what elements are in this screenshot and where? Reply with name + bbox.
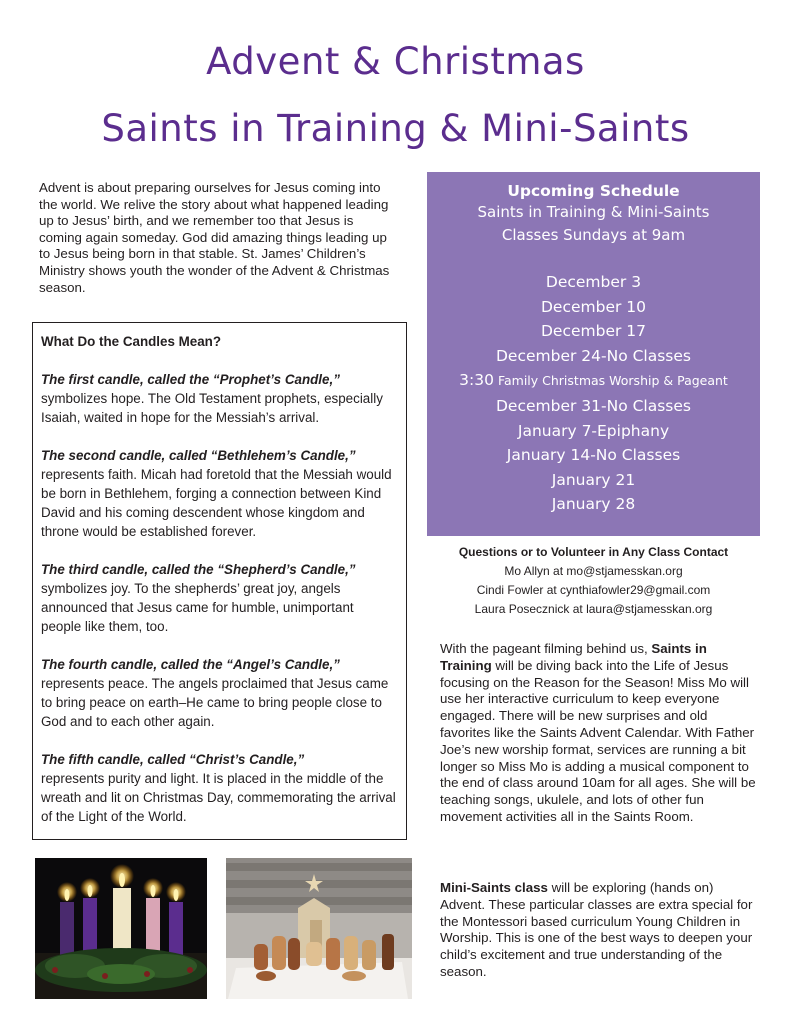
mini-text-bold: Mini-Saints class [440,880,548,895]
page-title-line-2: Saints in Training & Mini-Saints [101,107,690,150]
schedule-class-time: Classes Sundays at 9am [501,226,686,244]
contact-title: Questions or to Volunteer in Any Class Contact [458,545,729,559]
saints-in-training-paragraph [440,641,758,826]
schedule-date: December 31-No Classes [495,396,691,415]
mini-saints-paragraph [440,880,758,981]
intro-paragraph: Advent is about preparing ourselves for Jesus coming into the world. We relive the story about what happened leading up to Jesus’ birth, and we remember too that Jesus is coming again someday. God did amazing things leading up to Jesus being born in that stable. St. James’ Children’s Ministry shows youth the wonder of the Advent & Christmas season. [39,180,390,295]
schedule-date: January 21 [551,470,636,489]
candle-title: The first candle, called the “Prophet’s Candle,” [41,372,340,387]
candle-text: symbolizes joy. To the shepherds’ great joy, angels announced that Jesus came for humble, unimportant people like them, too. [41,581,354,634]
mini-text-post: will be exploring (hands on) Advent. These particular classes are extra special for the Montessori based curriculum Young Children in Worship. This is one of the best ways to deepen your child’s excitement and true understanding of the season. [440,880,753,979]
contact-line: Mo Allyn at mo@stjamesskan.org [504,564,683,578]
schedule-subtitle: Saints in Training & Mini-Saints [477,203,710,221]
candle-text: represents peace. The angels proclaimed that Jesus came to bring peace on earth–He came to bring people close to God and to each other again. [41,676,389,729]
saints-text-post: will be diving back into the Life of Jesus focusing on the Reason for the Season! Miss Mo will use her interactive curriculum to keep everyone engaged. There will be new surprises and old favorites like the Saints Advent Calendar. With Father Joe’s new worship format, services are running a bit longer so Miss Mo is adding a musical component to the end of class around 10am for all ages. She will be teaching songs, ukulele, and lots of other fun movement activities all in the Saints Room. [440,657,756,824]
schedule-date: December 17 [540,322,647,341]
schedule-date: January 14-No Classes [506,446,681,465]
schedule-date: December 3 [545,273,642,291]
saints-text-pre: With the pageant filming behind us, [440,641,652,656]
schedule-special-event [427,368,760,394]
candle-item [41,655,396,731]
schedule-date: January 7-Epiphany [517,421,670,440]
special-event-name: Family Christmas Worship & Pageant [493,373,728,389]
candle-text: represents purity and light. It is placed in the middle of the wreath and lit on Christmas Day, commemorating the arrival of the Light of the World. [41,771,396,824]
contact-section [427,543,760,619]
wooden-nativity-photo [226,858,412,999]
candle-title: The third candle, called the “Shepherd’s Candle,” [41,562,356,577]
candles-box [32,322,407,840]
special-event-time: 3:30 [459,371,494,390]
schedule-list [427,270,760,517]
candles-heading: What Do the Candles Mean? [41,334,222,349]
candle-item [41,750,396,826]
schedule-date: January 28 [551,495,636,514]
candle-title: The fifth candle, called “Christ’s Candle,” [41,752,305,767]
candle-title: The fourth candle, called the “Angel’s Candle,” [41,657,340,672]
schedule-box [427,172,760,536]
advent-wreath-photo [35,858,207,999]
schedule-date: December 10 [540,297,647,316]
candle-item [41,560,396,636]
candle-title: The second candle, called “Bethlehem’s Candle,” [41,448,356,463]
candle-item [41,370,396,427]
contact-line: Laura Posecznick at laura@stjamesskan.org [474,602,713,616]
saints-text-bold: Saints in Training [440,641,707,673]
candle-text: symbolizes hope. The Old Testament prophets, especially Isaiah, waited in hope for the Messiah’s arrival. [41,391,383,425]
candle-text: represents faith. Micah had foretold that the Messiah would be born in Bethlehem, forging a connection between Kind David and his coming descendent whose kingdom and throne would be established forever. [41,467,392,539]
page-title-line-1: Advent & Christmas [206,40,585,83]
schedule-date: December 24-No Classes [495,346,691,365]
schedule-title: Upcoming Schedule [507,182,680,200]
candle-item [41,446,396,541]
contact-line: Cindi Fowler at cynthiafowler29@gmail.com [476,583,711,597]
